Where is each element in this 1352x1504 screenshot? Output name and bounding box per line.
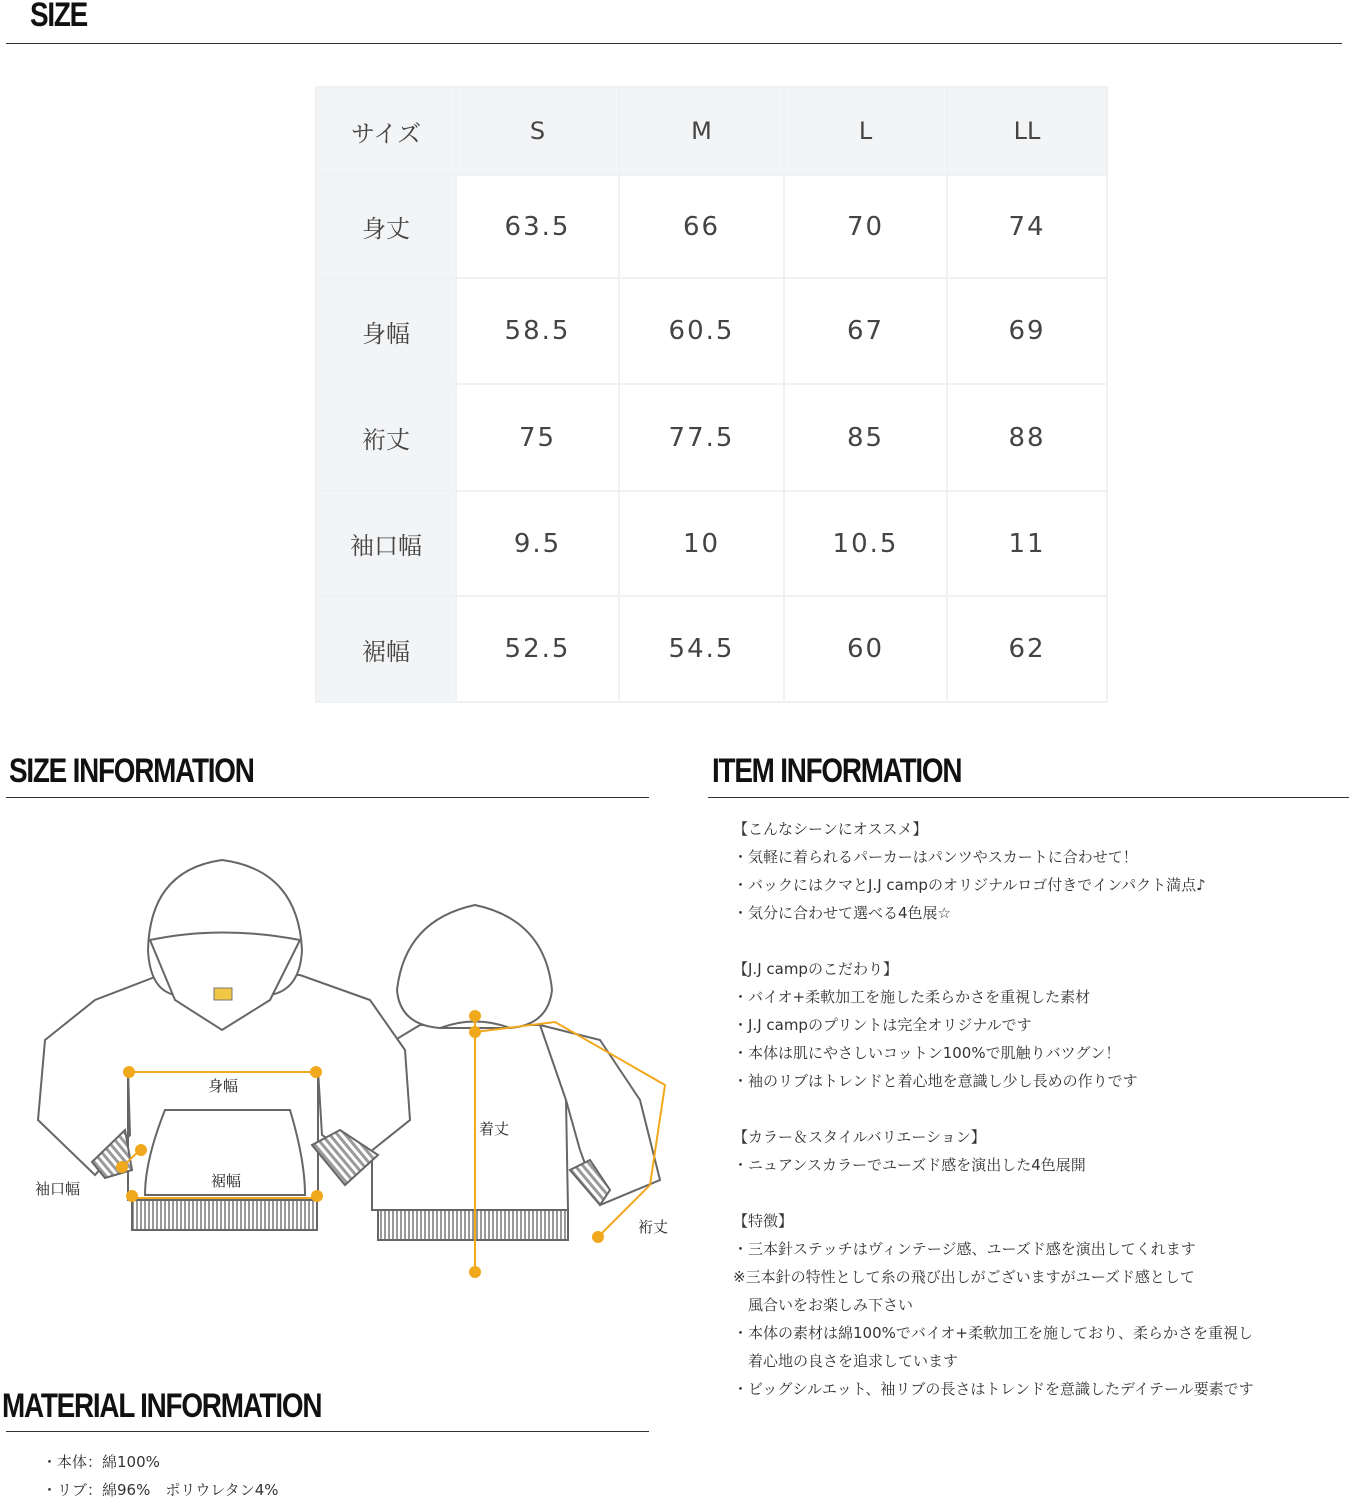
list-item: 着心地の良さを追求しています	[733, 1352, 959, 1370]
table-cell: 54.5	[620, 597, 783, 701]
table-cell: 85	[785, 385, 946, 490]
material-information-heading: MATERIAL INFORMATION	[2, 1387, 322, 1425]
table-cell: 58.5	[457, 279, 618, 383]
table-cell: 60.5	[620, 279, 783, 383]
table-cell: 70	[785, 176, 946, 277]
list-item: ・ビッグシルエット、袖リブの長さはトレンドを意識したデイテール要素です	[733, 1380, 1254, 1398]
row-label: 袖口幅	[317, 492, 455, 595]
list-item	[733, 1095, 1254, 1123]
size-heading: SIZE	[30, 0, 88, 34]
list-item: 【こんなシーンにオススメ】	[733, 820, 928, 838]
row-label: 身幅	[317, 279, 455, 383]
table-cell: 66	[620, 176, 783, 277]
label-mihaba: 身幅	[208, 1077, 239, 1095]
size-table-header-cell: LL	[948, 88, 1106, 174]
table-cell: 74	[948, 176, 1106, 277]
label-susohaba: 裾幅	[211, 1172, 242, 1190]
row-label: 裾幅	[317, 597, 455, 701]
list-item: ・ニュアンスカラーでユーズド感を演出した4色展開	[733, 1156, 1086, 1174]
list-item: ・バイオ+柔軟加工を施した柔らかさを重視した素材	[733, 988, 1091, 1006]
row-label: 裄丈	[317, 385, 455, 490]
list-item: ・リブ：綿96% ポリウレタン4%	[42, 1481, 279, 1499]
table-cell: 67	[785, 279, 946, 383]
size-table-header-cell: L	[785, 88, 946, 174]
table-cell: 88	[948, 385, 1106, 490]
table-cell: 77.5	[620, 385, 783, 490]
list-item: ・気軽に着られるパーカーはパンツやスカートに合わせて！	[733, 848, 1138, 866]
label-kitake: 着丈	[479, 1120, 510, 1138]
list-item: 【カラー＆スタイルバリエーション】	[733, 1128, 986, 1146]
material-information-rule	[6, 1431, 649, 1432]
list-item: ・本体：綿100%	[42, 1453, 160, 1471]
list-item: 【特徴】	[733, 1212, 794, 1230]
size-table	[315, 86, 1108, 703]
size-table-row	[317, 597, 1106, 701]
size-table-row	[317, 492, 1106, 595]
size-table-header-cell: サイズ	[317, 88, 455, 174]
size-table-row	[317, 279, 1106, 383]
item-information-heading: ITEM INFORMATION	[712, 752, 962, 790]
table-cell: 11	[948, 492, 1106, 595]
list-item: ・袖のリブはトレンドと着心地を意識し少し長めの作りです	[733, 1072, 1138, 1090]
table-cell: 9.5	[457, 492, 618, 595]
list-item: ・本体の素材は綿100%でバイオ+柔軟加工を施しており、柔らかさを重視し	[733, 1324, 1254, 1342]
list-item: 【J.J campのこだわり】	[733, 960, 898, 978]
table-cell: 63.5	[457, 176, 618, 277]
table-cell: 10	[620, 492, 783, 595]
item-information-list	[733, 815, 1254, 1403]
label-sodeguchi: 袖口幅	[35, 1180, 81, 1198]
hoodie-back	[372, 905, 660, 1240]
size-table-header-cell: M	[620, 88, 783, 174]
list-item: ・三本針ステッチはヴィンテージ感、ユーズド感を演出してくれます	[733, 1240, 1196, 1258]
list-item: ・J.J campのプリントは完全オリジナルです	[733, 1016, 1032, 1034]
list-item: 風合いをお楽しみ下さい	[733, 1296, 914, 1314]
row-label: 身丈	[317, 176, 455, 277]
list-item: ※三本針の特性として糸の飛び出しがございますがユーズド感として	[733, 1268, 1195, 1286]
table-cell: 60	[785, 597, 946, 701]
size-information-heading: SIZE INFORMATION	[9, 752, 254, 790]
table-cell: 10.5	[785, 492, 946, 595]
list-item: ・バックにはクマとJ.J campのオリジナルロゴ付きでインパクト満点♪	[733, 876, 1206, 894]
list-item	[733, 1179, 1254, 1207]
size-table-row	[317, 176, 1106, 277]
size-table-row	[317, 385, 1106, 490]
size-heading-rule	[6, 43, 1342, 44]
list-item: ・気分に合わせて選べる4色展☆	[733, 904, 951, 922]
size-table-header-cell: S	[457, 88, 618, 174]
table-cell: 52.5	[457, 597, 618, 701]
table-cell: 69	[948, 279, 1106, 383]
label-yuki: 裄丈	[638, 1218, 669, 1236]
item-information-rule	[708, 797, 1349, 798]
table-cell: 62	[948, 597, 1106, 701]
table-cell: 75	[457, 385, 618, 490]
list-item: ・本体は肌にやさしいコットン100%で肌触りバツグン！	[733, 1044, 1121, 1062]
size-information-rule	[6, 797, 649, 798]
size-table-header-row	[317, 88, 1106, 174]
hoodie-size-diagram	[0, 800, 700, 1300]
list-item	[733, 927, 1254, 955]
material-information-list	[42, 1448, 279, 1504]
